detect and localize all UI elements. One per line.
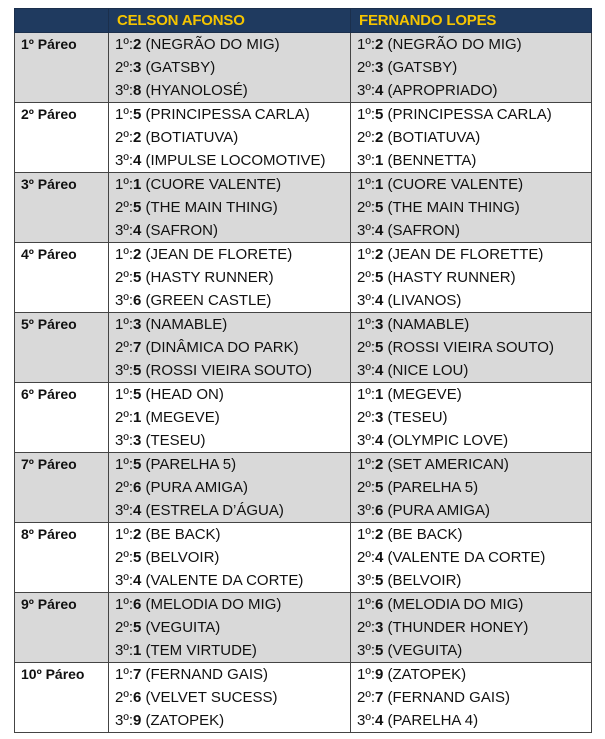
pick-number: 5 [133,549,142,566]
horse-name: (SAFRON) [387,222,461,239]
pick-position: 3º: [357,642,375,659]
pick-number: 3 [375,409,384,426]
race-rows [15,33,592,733]
pick-number: 2 [133,526,142,543]
fernando-lopes-picks [351,663,592,733]
race-label: 6º Páreo [15,383,109,453]
pick-position: 3º: [115,292,133,309]
pick-position: 2º: [115,199,133,216]
horse-name: (TESEU) [145,432,206,449]
horse-name: (TESEU) [387,409,448,426]
pick-line [351,266,591,289]
pick-position: 2º: [357,339,375,356]
horse-name: (THE MAIN THING) [387,199,520,216]
horse-name: (CUORE VALENTE) [145,176,282,193]
horse-name: (FERNAND GAIS) [387,689,511,706]
horse-name: (PARELHA 5) [145,456,237,473]
race-row [15,243,592,313]
horse-name: (MELODIA DO MIG) [145,596,282,613]
pick-line [351,243,591,266]
pick-number: 2 [375,526,384,543]
fernando-lopes-picks [351,383,592,453]
horse-name: (BENNETTA) [387,152,477,169]
pick-number: 9 [375,666,384,683]
horse-name: (PARELHA 5) [387,479,479,496]
race-label: 7º Páreo [15,453,109,523]
race-label: 2º Páreo [15,103,109,173]
pick-number: 4 [375,362,384,379]
race-row [15,523,592,593]
pick-number: 4 [375,549,384,566]
horse-name: (APROPRIADO) [387,82,498,99]
horse-name: (PRINCIPESSA CARLA) [145,106,310,123]
celson-afonso-picks [109,243,351,313]
pick-number: 3 [133,59,142,76]
pick-line [109,616,350,639]
pick-number: 1 [133,409,142,426]
pick-line [109,569,350,592]
pick-line [109,686,350,709]
horse-name: (PARELHA 4) [387,712,479,729]
pick-position: 3º: [357,82,375,99]
celson-afonso-picks [109,523,351,593]
pick-line [351,593,591,616]
race-row [15,33,592,103]
horse-name: (VEGUITA) [387,642,463,659]
horse-name: (PRINCIPESSA CARLA) [387,106,552,123]
pick-line [351,663,591,686]
pick-line [351,79,591,102]
race-row [15,453,592,523]
race-row [15,103,592,173]
horse-name: (DINÂMICA DO PARK) [145,339,299,356]
pick-number: 2 [375,456,384,473]
horse-name: (NAMABLE) [387,316,470,333]
pick-line [109,103,350,126]
pick-position: 2º: [115,339,133,356]
pick-number: 5 [133,362,142,379]
pick-line [351,126,591,149]
fernando-lopes-picks [351,243,592,313]
pick-number: 2 [133,246,142,263]
pick-number: 2 [133,129,142,146]
horse-name: (THE MAIN THING) [145,199,278,216]
pick-line [351,429,591,452]
celson-afonso-picks [109,33,351,103]
pick-number: 6 [375,502,384,519]
pick-line [351,406,591,429]
pick-position: 1º: [357,596,375,613]
pick-number: 4 [375,82,384,99]
pick-position: 2º: [357,689,375,706]
fernando-lopes-picks [351,33,592,103]
horse-name: (JEAN DE FLORETE) [145,246,293,263]
pick-position: 3º: [357,362,375,379]
pick-number: 3 [133,432,142,449]
pick-position: 3º: [357,292,375,309]
pick-number: 5 [133,386,142,403]
pick-line [351,709,591,732]
pick-position: 3º: [115,432,133,449]
pick-number: 7 [133,666,142,683]
fernando-lopes-picks [351,173,592,243]
celson-afonso-picks [109,103,351,173]
pick-number: 4 [133,222,142,239]
celson-afonso-picks [109,173,351,243]
pick-line [351,523,591,546]
pick-number: 5 [375,269,384,286]
pick-line [351,453,591,476]
pick-number: 5 [133,619,142,636]
header-celson-afonso: CELSON AFONSO [109,9,351,33]
pick-position: 1º: [115,176,133,193]
pick-position: 3º: [115,642,133,659]
pick-position: 2º: [357,269,375,286]
pick-line [109,126,350,149]
pick-position: 1º: [357,386,375,403]
pick-line [351,103,591,126]
pick-line [109,56,350,79]
pick-position: 1º: [115,526,133,543]
pick-line [109,79,350,102]
pick-line [109,336,350,359]
race-label: 10º Páreo [15,663,109,733]
pick-line [109,453,350,476]
horse-name: (BOTIATUVA) [387,129,481,146]
horse-name: (VALENTE DA CORTE) [145,572,304,589]
pick-line [109,406,350,429]
pick-position: 1º: [115,36,133,53]
pick-number: 7 [133,339,142,356]
celson-afonso-picks [109,383,351,453]
race-label: 5º Páreo [15,313,109,383]
horse-name: (ESTRELA D’ÁGUA) [145,502,284,519]
pick-position: 2º: [115,549,133,566]
pick-position: 1º: [115,386,133,403]
race-label: 9º Páreo [15,593,109,663]
fernando-lopes-picks [351,593,592,663]
header-fernando-lopes: FERNANDO LOPES [351,9,592,33]
pick-number: 4 [133,502,142,519]
pick-line [109,33,350,56]
pick-line [109,313,350,336]
pick-line [109,219,350,242]
pick-number: 7 [375,689,384,706]
pick-line [109,499,350,522]
fernando-lopes-picks [351,103,592,173]
horse-name: (HYANOLOSÉ) [145,82,248,99]
pick-line [351,219,591,242]
race-row [15,173,592,243]
header-race [15,9,109,33]
pick-position: 1º: [357,316,375,333]
horse-name: (NAMABLE) [145,316,228,333]
pick-position: 3º: [357,222,375,239]
pick-number: 1 [133,176,142,193]
horse-name: (NICE LOU) [387,362,469,379]
pick-line [351,639,591,662]
pick-number: 6 [133,596,142,613]
pick-position: 1º: [115,316,133,333]
pick-number: 8 [133,82,142,99]
pick-number: 3 [375,59,384,76]
pick-position: 3º: [115,502,133,519]
horse-name: (HASTY RUNNER) [387,269,516,286]
horse-name: (BE BACK) [387,526,463,543]
pick-position: 1º: [357,36,375,53]
pick-position: 1º: [115,456,133,473]
pick-position: 2º: [357,409,375,426]
race-label: 1º Páreo [15,33,109,103]
celson-afonso-picks [109,313,351,383]
pick-line [351,149,591,172]
pick-number: 2 [375,246,384,263]
pick-position: 2º: [357,619,375,636]
horse-name: (PURA AMIGA) [387,502,491,519]
horse-name: (PURA AMIGA) [145,479,249,496]
horse-name: (ROSSI VIEIRA SOUTO) [387,339,554,356]
horse-name: (VALENTE DA CORTE) [387,549,546,566]
pick-position: 3º: [357,502,375,519]
pick-position: 3º: [115,82,133,99]
pick-position: 1º: [357,666,375,683]
horse-name: (GATSBY) [145,59,216,76]
pick-number: 6 [133,292,142,309]
pick-number: 5 [375,199,384,216]
pick-number: 1 [375,176,384,193]
horse-name: (GREEN CASTLE) [145,292,272,309]
race-label: 3º Páreo [15,173,109,243]
pick-number: 5 [133,269,142,286]
pick-line [109,523,350,546]
race-row [15,593,592,663]
horse-name: (JEAN DE FLORETTE) [387,246,544,263]
pick-number: 6 [375,596,384,613]
pick-position: 1º: [357,246,375,263]
pick-position: 3º: [115,362,133,379]
pick-line [351,546,591,569]
pick-position: 2º: [357,549,375,566]
horse-name: (SAFRON) [145,222,219,239]
pick-number: 2 [375,129,384,146]
pick-number: 5 [133,456,142,473]
race-label: 8º Páreo [15,523,109,593]
pick-number: 4 [133,572,142,589]
horse-name: (NEGRÃO DO MIG) [145,36,280,53]
pick-number: 5 [375,479,384,496]
pick-number: 3 [375,316,384,333]
horse-name: (VEGUITA) [145,619,221,636]
horse-name: (BELVOIR) [387,572,462,589]
pick-position: 3º: [357,432,375,449]
pick-line [351,686,591,709]
horse-name: (BE BACK) [145,526,221,543]
pick-number: 1 [133,642,142,659]
pick-line [351,173,591,196]
celson-afonso-picks [109,593,351,663]
horse-name: (FERNAND GAIS) [145,666,269,683]
pick-position: 1º: [115,666,133,683]
pick-number: 2 [133,36,142,53]
pick-position: 2º: [357,199,375,216]
pick-position: 3º: [115,712,133,729]
pick-number: 5 [375,642,384,659]
pick-line [351,499,591,522]
horse-name: (MEGEVE) [387,386,462,403]
pick-line [109,593,350,616]
pick-position: 2º: [115,619,133,636]
pick-position: 2º: [115,479,133,496]
pick-number: 4 [375,292,384,309]
pick-number: 6 [133,689,142,706]
pick-number: 1 [375,386,384,403]
pick-number: 3 [133,316,142,333]
pick-position: 2º: [115,129,133,146]
pick-line [109,359,350,382]
pick-line [109,149,350,172]
horse-name: (HASTY RUNNER) [145,269,274,286]
pick-line [351,359,591,382]
pick-position: 2º: [357,129,375,146]
horse-name: (GATSBY) [387,59,458,76]
pick-position: 2º: [357,59,375,76]
pick-position: 1º: [115,106,133,123]
fernando-lopes-picks [351,523,592,593]
pick-position: 3º: [115,222,133,239]
pick-line [351,569,591,592]
horse-name: (HEAD ON) [145,386,224,403]
pick-number: 4 [375,712,384,729]
pick-line [109,173,350,196]
pick-position: 1º: [115,246,133,263]
pick-line [351,196,591,219]
fernando-lopes-picks [351,453,592,523]
horse-name: (ZATOPEK) [387,666,467,683]
pick-line [351,616,591,639]
horse-name: (MELODIA DO MIG) [387,596,524,613]
horse-name: (BOTIATUVA) [145,129,239,146]
celson-afonso-picks [109,453,351,523]
pick-line [109,266,350,289]
pick-line [351,56,591,79]
horse-name: (THUNDER HONEY) [387,619,529,636]
pick-line [109,196,350,219]
horse-name: (LIVANOS) [387,292,462,309]
horse-name: (CUORE VALENTE) [387,176,524,193]
race-row [15,313,592,383]
race-label: 4º Páreo [15,243,109,313]
horse-name: (ROSSI VIEIRA SOUTO) [145,362,312,379]
horse-name: (VELVET SUCESS) [145,689,278,706]
pick-line [109,429,350,452]
pick-line [109,243,350,266]
pick-position: 3º: [357,152,375,169]
pick-line [351,33,591,56]
pick-position: 1º: [357,106,375,123]
pick-position: 3º: [357,572,375,589]
pick-position: 3º: [115,572,133,589]
pick-line [109,476,350,499]
header-row [15,9,592,33]
picks-table [14,8,592,733]
pick-position: 1º: [357,456,375,473]
pick-number: 9 [133,712,142,729]
pick-number: 4 [375,432,384,449]
celson-afonso-picks [109,663,351,733]
pick-position: 2º: [115,409,133,426]
pick-position: 3º: [357,712,375,729]
fernando-lopes-picks [351,313,592,383]
pick-position: 2º: [357,479,375,496]
horse-name: (NEGRÃO DO MIG) [387,36,522,53]
horse-name: (BELVOIR) [145,549,220,566]
horse-name: (OLYMPIC LOVE) [387,432,509,449]
pick-position: 1º: [115,596,133,613]
pick-number: 5 [133,199,142,216]
pick-position: 1º: [357,176,375,193]
pick-number: 5 [375,572,384,589]
pick-number: 2 [375,36,384,53]
pick-position: 2º: [115,689,133,706]
pick-line [109,289,350,312]
pick-number: 4 [133,152,142,169]
horse-name: (ZATOPEK) [145,712,225,729]
pick-line [351,313,591,336]
horse-name: (MEGEVE) [145,409,220,426]
pick-number: 3 [375,619,384,636]
horse-name: (SET AMERICAN) [387,456,509,473]
pick-number: 6 [133,479,142,496]
pick-position: 3º: [115,152,133,169]
pick-line [351,383,591,406]
race-row [15,663,592,733]
horse-name: (IMPULSE LOCOMOTIVE) [145,152,326,169]
race-row [15,383,592,453]
pick-line [351,336,591,359]
pick-line [109,663,350,686]
pick-position: 2º: [115,59,133,76]
pick-number: 4 [375,222,384,239]
pick-position: 1º: [357,526,375,543]
pick-line [109,709,350,732]
pick-line [109,546,350,569]
pick-line [109,383,350,406]
pick-number: 5 [133,106,142,123]
pick-number: 1 [375,152,384,169]
pick-line [351,476,591,499]
pick-number: 5 [375,339,384,356]
horse-name: (TEM VIRTUDE) [145,642,257,659]
pick-line [351,289,591,312]
pick-position: 2º: [115,269,133,286]
pick-line [109,639,350,662]
pick-number: 5 [375,106,384,123]
